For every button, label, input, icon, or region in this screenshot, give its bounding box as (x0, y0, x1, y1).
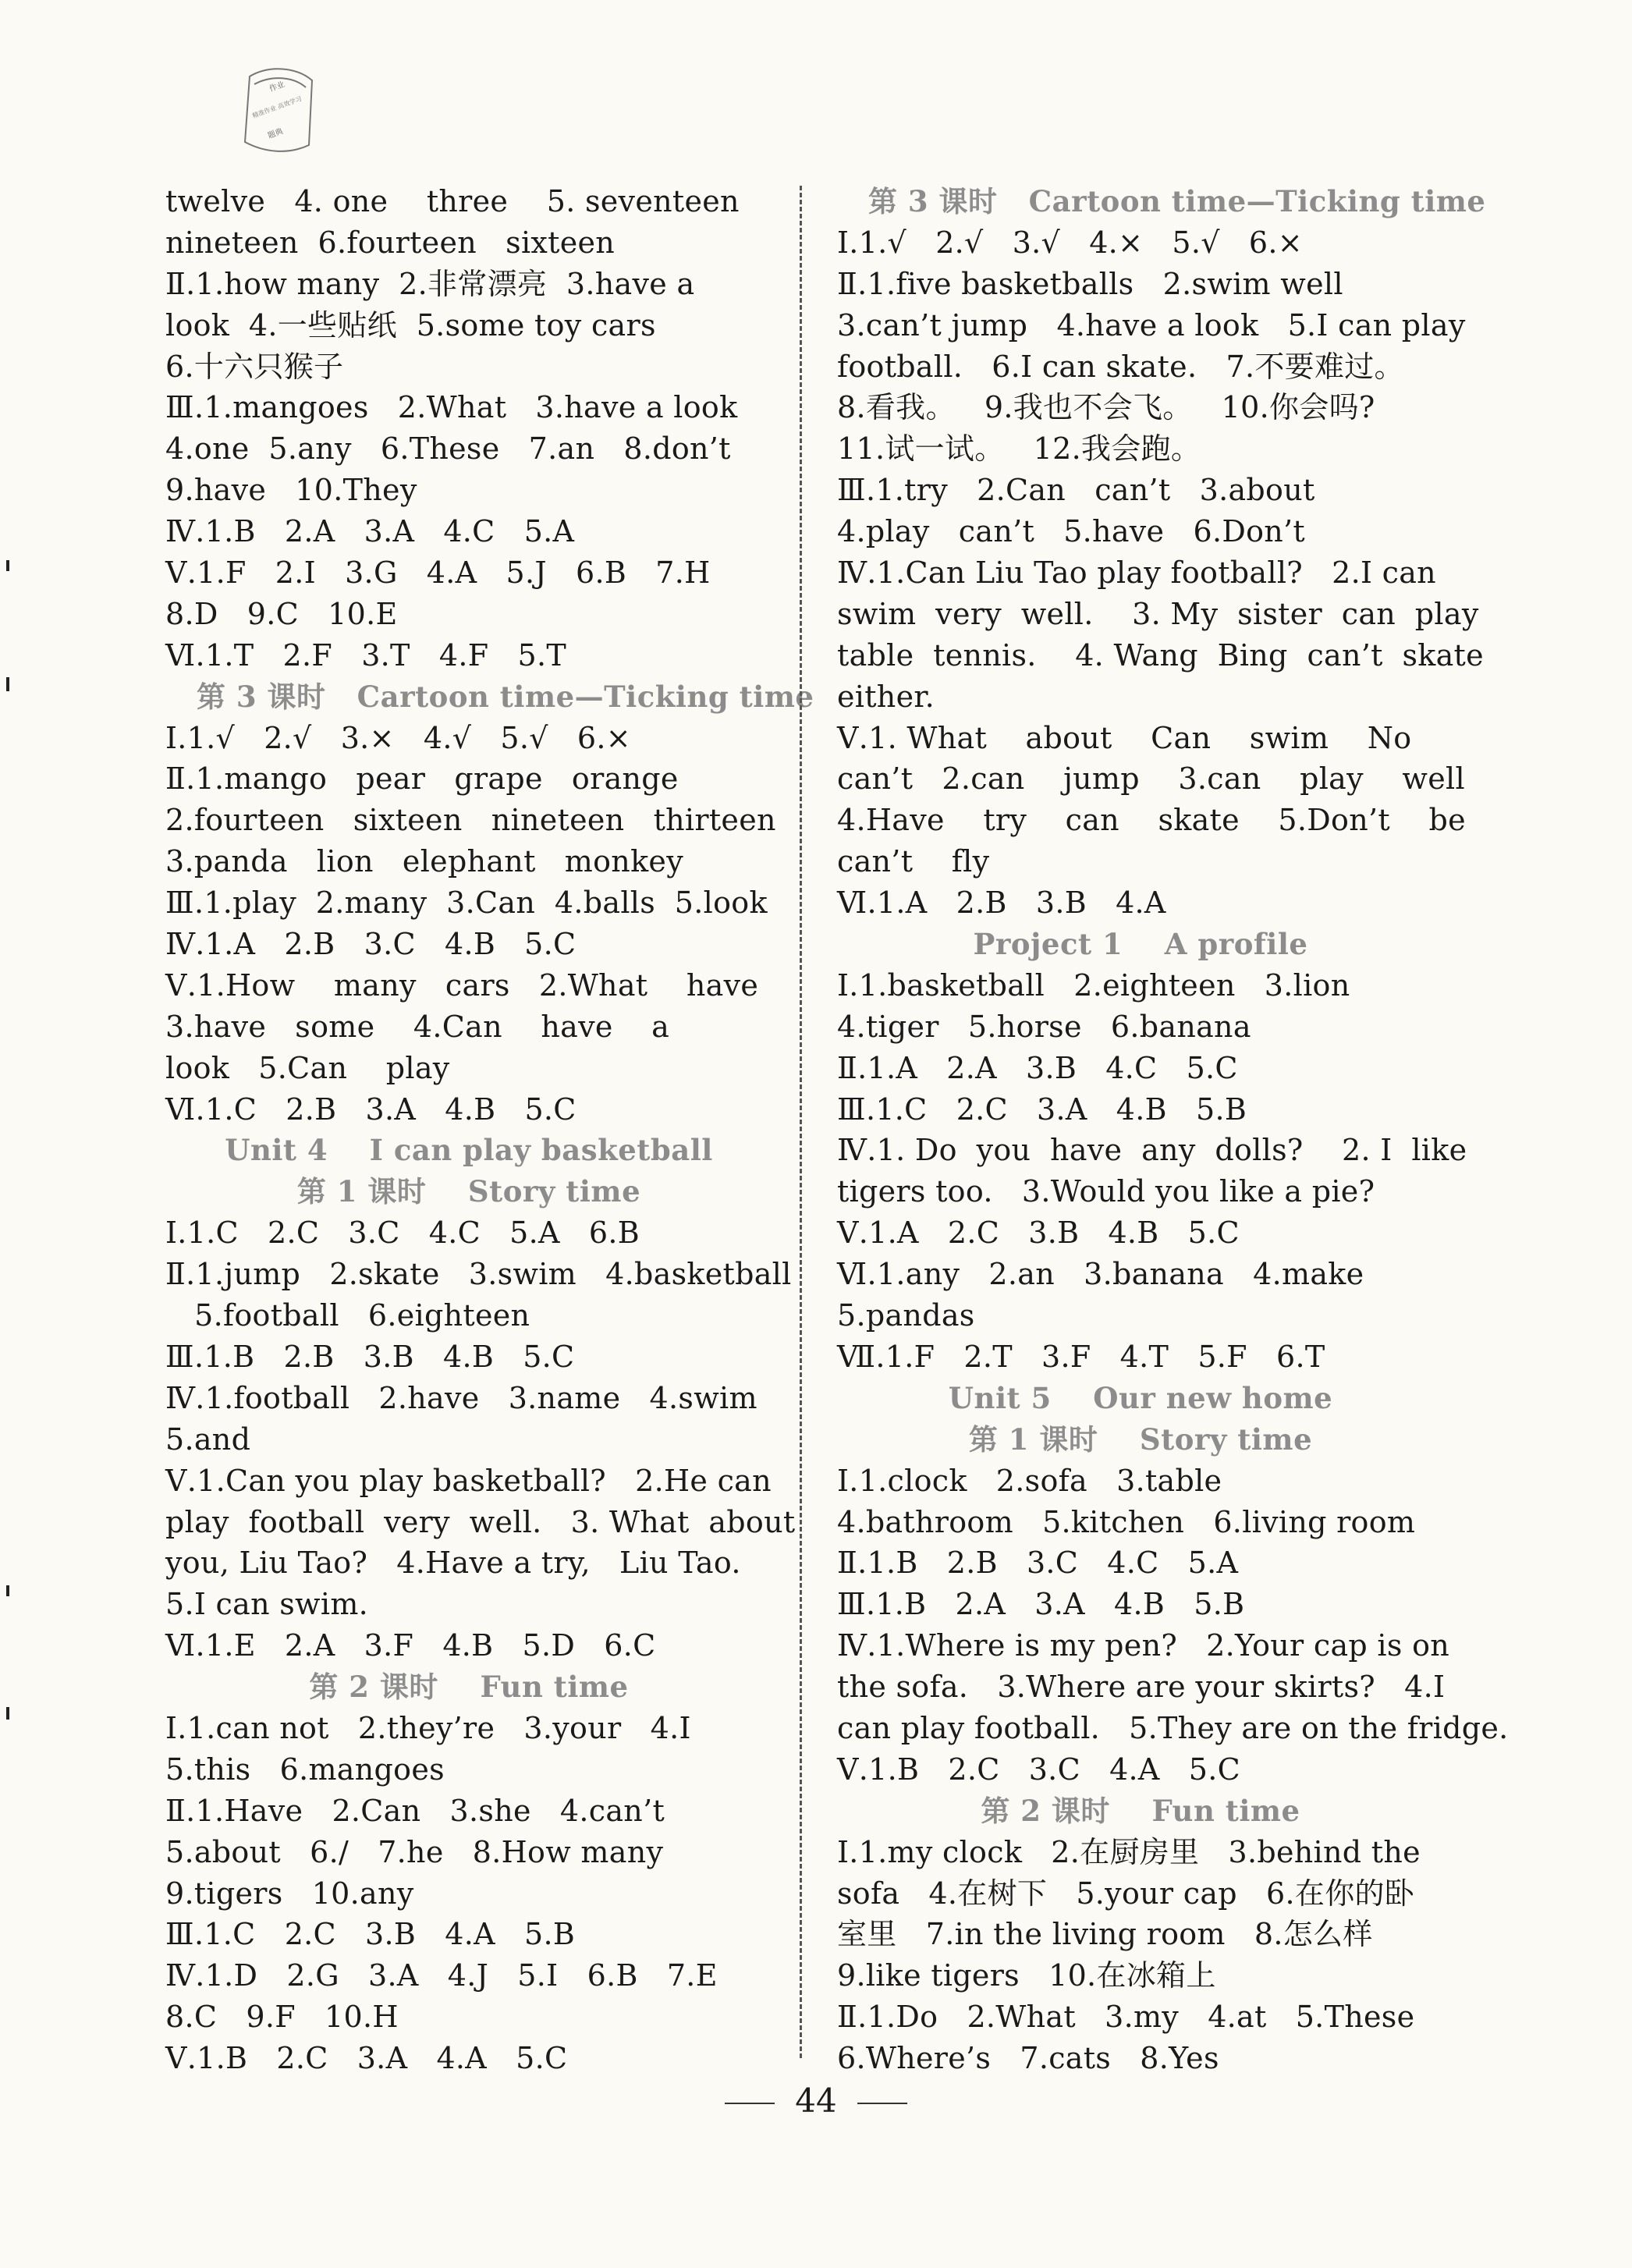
answer-line: 8.看我。 9.我也不会飞。 10.你会吗? (837, 390, 1375, 425)
scan-edge-mark (6, 1585, 9, 1596)
answer-line: Ⅶ.1.F 2.T 3.F 4.T 5.F 6.T (837, 1339, 1325, 1374)
answer-line: Ⅲ.1.mangoes 2.What 3.have a look (165, 390, 738, 425)
answer-line: Ⅴ.1.F 2.I 3.G 4.A 5.J 6.B 7.H (165, 555, 711, 591)
answer-line: Ⅰ.1.C 2.C 3.C 4.C 5.A 6.B (165, 1216, 640, 1251)
scan-edge-mark (6, 1707, 9, 1720)
answer-line: 3.panda lion elephant monkey (165, 844, 683, 879)
page-number-text: 44 (795, 2082, 837, 2120)
answer-line: either. (837, 679, 935, 714)
answer-line: 5.and (165, 1421, 251, 1457)
answer-line: Ⅳ.1.Where is my pen? 2.Your cap is on (837, 1628, 1450, 1663)
answer-line: Ⅳ.1.football 2.have 3.name 4.swim (165, 1380, 757, 1415)
answer-line: Ⅳ.1.Can Liu Tao play football? 2.I can (837, 555, 1436, 591)
answer-line: look 5.Can play (165, 1050, 450, 1085)
answer-line: Ⅲ.1.play 2.many 3.Can 4.balls 5.look (165, 886, 768, 921)
answer-line: Ⅲ.1.B 2.A 3.A 4.B 5.B (837, 1587, 1245, 1622)
answer-line: Ⅴ.1.B 2.C 3.C 4.A 5.C (837, 1752, 1241, 1787)
section-heading: 第 2 课时 Fun time (981, 1793, 1300, 1828)
answer-line: tigers too. 3.Would you like a pie? (837, 1174, 1375, 1209)
answer-line: 5.about 6./ 7.he 8.How many (165, 1834, 664, 1869)
answer-line: Ⅳ.1.D 2.G 3.A 4.J 5.I 6.B 7.E (165, 1958, 718, 1993)
answer-line: 6.十六只猴子 (165, 349, 344, 384)
answer-line: Ⅱ.1.Have 2.Can 3.she 4.can’t (165, 1793, 665, 1828)
scan-edge-mark (6, 677, 9, 691)
answer-line: you, Liu Tao? 4.Have a try, Liu Tao. (165, 1546, 741, 1581)
answer-line: 4.bathroom 5.kitchen 6.living room (837, 1504, 1416, 1539)
answer-line: table tennis. 4. Wang Bing can’t skate (837, 637, 1484, 673)
answer-line: 5.pandas (837, 1298, 975, 1333)
answer-line: 6.Where’s 7.cats 8.Yes (837, 2041, 1219, 2076)
answer-line: 4.one 5.any 6.These 7.an 8.don’t (165, 431, 731, 467)
answer-line: Ⅱ.1.five basketballs 2.swim well (837, 266, 1343, 301)
answer-line: Ⅴ.1.Can you play basketball? 2.He can (165, 1463, 772, 1498)
section-heading: 第 3 课时 Cartoon time—Ticking time (868, 184, 1486, 218)
answer-line: Ⅱ.1.B 2.B 3.C 4.C 5.A (837, 1546, 1239, 1581)
answer-line: 9.have 10.They (165, 473, 417, 508)
answer-line: Ⅵ.1.C 2.B 3.A 4.B 5.C (165, 1091, 577, 1127)
answer-line: 3.have some 4.Can have a (165, 1009, 670, 1044)
left-answer-column (165, 181, 814, 2079)
answer-line: 5.I can swim. (165, 1587, 369, 1622)
svg-text:题典: 题典 (266, 127, 285, 141)
answer-line: Ⅵ.1.T 2.F 3.T 4.F 5.T (165, 637, 566, 673)
answer-line: 4.Have try can skate 5.Don’t be (837, 803, 1466, 838)
answer-line: Ⅵ.1.any 2.an 3.banana 4.make (837, 1257, 1364, 1292)
answer-line: can play football. 5.They are on the fridge. (837, 1710, 1509, 1745)
answer-line: Ⅱ.1.Do 2.What 3.my 4.at 5.These (837, 2000, 1415, 2035)
answer-line: Ⅱ.1.how many 2.非常漂亮 3.have a (165, 266, 695, 301)
answer-line: Ⅱ.1.jump 2.skate 3.swim 4.basketball (165, 1257, 792, 1292)
answer-line: Ⅲ.1.B 2.B 3.B 4.B 5.C (165, 1339, 575, 1374)
answer-line: Ⅴ.1.How many cars 2.What have (165, 967, 759, 1003)
answer-line: the sofa. 3.Where are your skirts? 4.I (837, 1670, 1446, 1705)
answer-line: swim very well. 3. My sister can play (837, 596, 1479, 631)
answer-line: sofa 4.在树下 5.your cap 6.在你的卧 (837, 1876, 1415, 1911)
answer-line: 5.this 6.mangoes (165, 1752, 445, 1787)
answer-line: 室里 7.in the living room 8.怎么样 (837, 1917, 1373, 1952)
section-heading: 第 1 课时 Story time (968, 1421, 1313, 1457)
answer-line: Ⅰ.1.√ 2.√ 3.× 4.√ 5.√ 6.× (165, 720, 631, 755)
answer-line: Ⅵ.1.A 2.B 3.B 4.A (837, 886, 1166, 921)
answer-line: twelve 4. one three 5. seventeen (165, 184, 740, 218)
answer-line: Ⅳ.1.A 2.B 3.C 4.B 5.C (165, 927, 577, 962)
answer-line: can’t fly (837, 844, 990, 879)
right-answer-column (837, 181, 1509, 2079)
answer-line: Ⅱ.1.mango pear grape orange (165, 761, 679, 797)
answer-line: Ⅵ.1.E 2.A 3.F 4.B 5.D 6.C (165, 1628, 656, 1663)
section-heading: Unit 4 I can play basketball (225, 1133, 713, 1168)
answer-line: Ⅴ.1.B 2.C 3.A 4.A 5.C (165, 2041, 568, 2076)
answer-line: 8.D 9.C 10.E (165, 596, 398, 631)
page-number (0, 2082, 1632, 2120)
answer-line: 2.fourteen sixteen nineteen thirteen (165, 803, 776, 838)
section-heading: Project 1 A profile (973, 927, 1308, 962)
answer-line: nineteen 6.fourteen sixteen (165, 225, 616, 260)
answer-line: Ⅲ.1.try 2.Can can’t 3.about (837, 473, 1315, 508)
stamp-logo (234, 61, 321, 161)
answer-line: look 4.一些贴纸 5.some toy cars (165, 307, 656, 343)
answer-line: 5.football 6.eighteen (165, 1298, 530, 1333)
answer-line: Ⅳ.1. Do you have any dolls? 2. I like (837, 1133, 1467, 1168)
scan-edge-mark (6, 560, 9, 571)
column-divider (800, 186, 802, 2058)
answer-line: 4.tiger 5.horse 6.banana (837, 1009, 1251, 1044)
section-heading: Unit 5 Our new home (948, 1380, 1333, 1415)
answer-line: 3.can’t jump 4.have a look 5.I can play (837, 307, 1466, 343)
answer-line: play football very well. 3. What about (165, 1504, 796, 1539)
answer-line: Ⅴ.1.A 2.C 3.B 4.B 5.C (837, 1216, 1240, 1251)
answer-line: Ⅰ.1.clock 2.sofa 3.table (837, 1463, 1222, 1498)
svg-text:作业: 作业 (268, 80, 286, 94)
section-heading: 第 3 课时 Cartoon time—Ticking time (197, 679, 814, 714)
answer-line: Ⅰ.1.basketball 2.eighteen 3.lion (837, 967, 1350, 1003)
answer-line: 9.like tigers 10.在冰箱上 (837, 1958, 1216, 1993)
answer-line: 11.试一试。 12.我会跑。 (837, 431, 1201, 467)
answer-line: Ⅴ.1. What about Can swim No (837, 720, 1412, 755)
answer-line: football. 6.I can skate. 7.不要难过。 (837, 349, 1404, 384)
section-heading: 第 1 课时 Story time (296, 1174, 641, 1209)
answer-line: 4.play can’t 5.have 6.Don’t (837, 514, 1305, 549)
svg-text:精准作业 高效学习: 精准作业 高效学习 (251, 95, 303, 120)
answer-line: can’t 2.can jump 3.can play well (837, 761, 1465, 797)
answer-line: 9.tigers 10.any (165, 1876, 414, 1911)
answer-line: Ⅲ.1.C 2.C 3.A 4.B 5.B (837, 1091, 1247, 1127)
answer-line: Ⅲ.1.C 2.C 3.B 4.A 5.B (165, 1917, 576, 1952)
answer-line: 8.C 9.F 10.H (165, 2000, 399, 2035)
answer-line: Ⅰ.1.my clock 2.在厨房里 3.behind the (837, 1834, 1421, 1869)
answer-line: Ⅰ.1.√ 2.√ 3.√ 4.× 5.√ 6.× (837, 225, 1303, 260)
answer-line: Ⅰ.1.can not 2.they’re 3.your 4.I (165, 1710, 691, 1745)
answer-line: Ⅱ.1.A 2.A 3.B 4.C 5.C (837, 1050, 1238, 1085)
answer-line: Ⅳ.1.B 2.A 3.A 4.C 5.A (165, 514, 575, 549)
section-heading: 第 2 课时 Fun time (309, 1670, 629, 1705)
